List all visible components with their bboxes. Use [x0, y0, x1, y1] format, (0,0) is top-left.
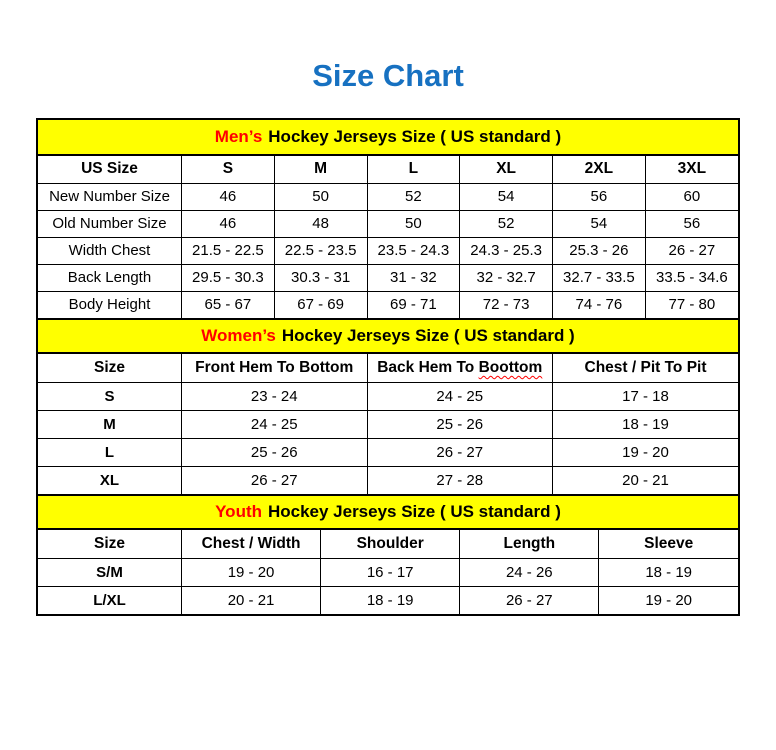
- value-cell: 56: [645, 210, 738, 237]
- value-cell: 77 - 80: [645, 291, 738, 318]
- value-cell: 46: [182, 183, 275, 210]
- value-cell: 24 - 25: [367, 382, 553, 410]
- youth-section-banner: [38, 494, 738, 530]
- value-cell: 32 - 32.7: [460, 264, 553, 291]
- value-cell: 20 - 21: [182, 586, 321, 614]
- value-cell: 32.7 - 33.5: [553, 264, 646, 291]
- value-cell: 18 - 19: [553, 410, 739, 438]
- value-cell: 48: [274, 210, 367, 237]
- value-cell: 26 - 27: [182, 466, 368, 494]
- youth-col-header: Chest / Width: [182, 530, 321, 558]
- youth-header-row: [38, 530, 738, 558]
- youth-col-header: Length: [460, 530, 599, 558]
- mens-section-banner: [38, 120, 738, 156]
- value-cell: 46: [182, 210, 275, 237]
- womens-col-header: [367, 354, 553, 382]
- value-cell: 18 - 19: [599, 558, 738, 586]
- youth-banner-highlight: Youth: [215, 502, 263, 521]
- womens-banner-text: Hockey Jerseys Size ( US standard ): [281, 326, 575, 345]
- value-cell: 16 - 17: [321, 558, 460, 586]
- value-cell: 24 - 25: [182, 410, 368, 438]
- value-cell: 60: [645, 183, 738, 210]
- table-row: [38, 237, 738, 264]
- table-row: [38, 466, 738, 494]
- value-cell: 22.5 - 23.5: [274, 237, 367, 264]
- value-cell: 25 - 26: [367, 410, 553, 438]
- mens-banner-text: Hockey Jerseys Size ( US standard ): [268, 127, 562, 146]
- value-cell: 24.3 - 25.3: [460, 237, 553, 264]
- table-row: [38, 264, 738, 291]
- value-cell: 18 - 19: [321, 586, 460, 614]
- value-cell: 19 - 20: [553, 438, 739, 466]
- womens-section-banner: [38, 318, 738, 354]
- youth-col-header: Size: [38, 530, 182, 558]
- table-row: [38, 382, 738, 410]
- value-cell: 31 - 32: [367, 264, 460, 291]
- value-cell: 56: [553, 183, 646, 210]
- table-row: [38, 183, 738, 210]
- table-row: [38, 558, 738, 586]
- value-cell: 50: [367, 210, 460, 237]
- size-chart-container: [36, 118, 740, 616]
- value-cell: 26 - 27: [645, 237, 738, 264]
- value-cell: 74 - 76: [553, 291, 646, 318]
- mens-col-header: 3XL: [645, 156, 738, 183]
- mens-header-row: [38, 156, 738, 183]
- row-label: Width Chest: [38, 237, 182, 264]
- youth-banner-text: Hockey Jerseys Size ( US standard ): [267, 502, 561, 521]
- row-label: Back Length: [38, 264, 182, 291]
- size-cell: S: [38, 382, 182, 410]
- mens-size-table: [38, 156, 738, 318]
- womens-col-header: Chest / Pit To Pit: [553, 354, 739, 382]
- mens-col-header: S: [182, 156, 275, 183]
- table-row: [38, 438, 738, 466]
- row-label: Old Number Size: [38, 210, 182, 237]
- value-cell: 69 - 71: [367, 291, 460, 318]
- table-row: [38, 210, 738, 237]
- value-cell: 72 - 73: [460, 291, 553, 318]
- value-cell: 23 - 24: [182, 382, 368, 410]
- size-cell: L/XL: [38, 586, 182, 614]
- value-cell: 25 - 26: [182, 438, 368, 466]
- value-cell: 65 - 67: [182, 291, 275, 318]
- womens-col-header-misspelled-word: Boottom: [478, 358, 543, 376]
- value-cell: 52: [367, 183, 460, 210]
- value-cell: 19 - 20: [182, 558, 321, 586]
- table-row: [38, 586, 738, 614]
- value-cell: 19 - 20: [599, 586, 738, 614]
- womens-col-header: Front Hem To Bottom: [182, 354, 368, 382]
- row-label: Body Height: [38, 291, 182, 318]
- womens-col-header-back-prefix: Back Hem To: [377, 358, 479, 376]
- table-row: [38, 291, 738, 318]
- mens-banner-highlight: Men’s: [214, 127, 263, 146]
- value-cell: 23.5 - 24.3: [367, 237, 460, 264]
- womens-col-header: Size: [38, 354, 182, 382]
- value-cell: 25.3 - 26: [553, 237, 646, 264]
- value-cell: 21.5 - 22.5: [182, 237, 275, 264]
- size-cell: L: [38, 438, 182, 466]
- mens-col-header: XL: [460, 156, 553, 183]
- page-title: Size Chart: [312, 58, 464, 93]
- womens-header-row: [38, 354, 738, 382]
- row-label: New Number Size: [38, 183, 182, 210]
- value-cell: 27 - 28: [367, 466, 553, 494]
- mens-col-header: L: [367, 156, 460, 183]
- youth-col-header: Sleeve: [599, 530, 738, 558]
- value-cell: 30.3 - 31: [274, 264, 367, 291]
- table-row: [38, 410, 738, 438]
- value-cell: 26 - 27: [367, 438, 553, 466]
- value-cell: 29.5 - 30.3: [182, 264, 275, 291]
- value-cell: 17 - 18: [553, 382, 739, 410]
- value-cell: 50: [274, 183, 367, 210]
- size-cell: M: [38, 410, 182, 438]
- value-cell: 20 - 21: [553, 466, 739, 494]
- value-cell: 67 - 69: [274, 291, 367, 318]
- mens-col-header: US Size: [38, 156, 182, 183]
- womens-banner-highlight: Women’s: [201, 326, 276, 345]
- youth-size-table: [38, 530, 738, 614]
- value-cell: 33.5 - 34.6: [645, 264, 738, 291]
- value-cell: 26 - 27: [460, 586, 599, 614]
- mens-col-header: M: [274, 156, 367, 183]
- mens-col-header: 2XL: [553, 156, 646, 183]
- size-cell: XL: [38, 466, 182, 494]
- value-cell: 54: [553, 210, 646, 237]
- womens-size-table: [38, 354, 738, 494]
- value-cell: 54: [460, 183, 553, 210]
- size-cell: S/M: [38, 558, 182, 586]
- value-cell: 24 - 26: [460, 558, 599, 586]
- youth-col-header: Shoulder: [321, 530, 460, 558]
- value-cell: 52: [460, 210, 553, 237]
